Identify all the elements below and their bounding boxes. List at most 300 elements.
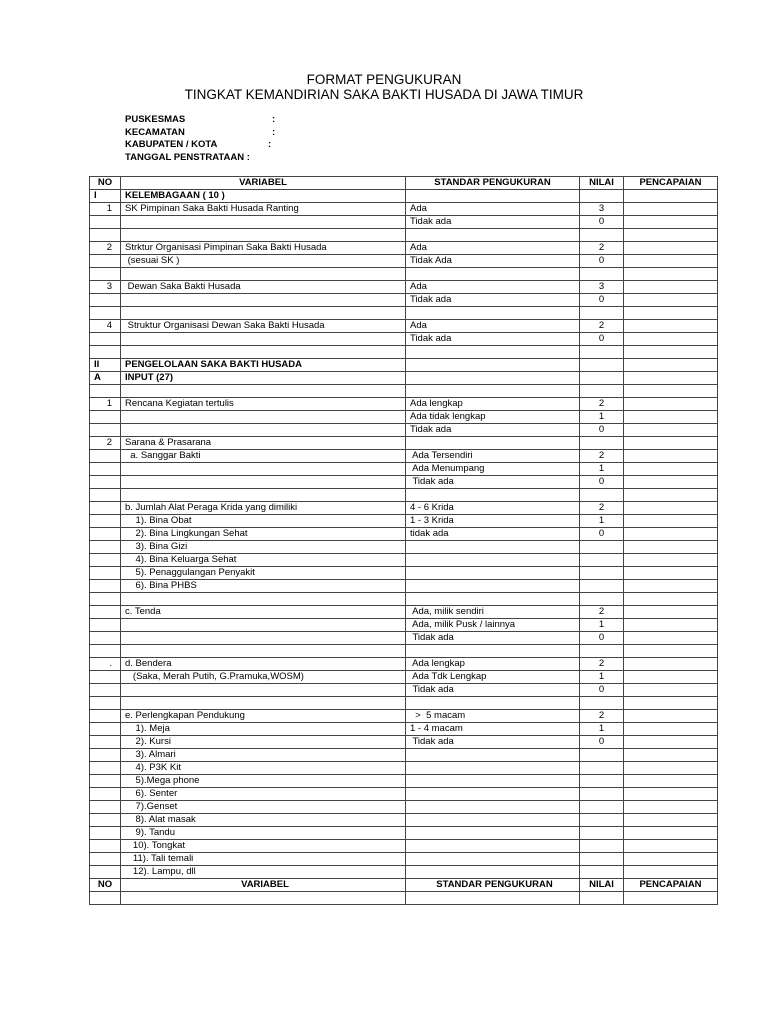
- row-variabel: b. Jumlah Alat Peraga Krida yang dimiliki: [121, 502, 406, 515]
- row-no: [90, 814, 121, 827]
- row-nilai: [580, 853, 624, 866]
- row-no: [90, 307, 121, 320]
- row-nilai: [580, 346, 624, 359]
- row-no: 2: [90, 437, 121, 450]
- row-standar: Tidak ada: [406, 632, 580, 645]
- row-standar: [406, 645, 580, 658]
- table-row: [90, 450, 718, 463]
- row-variabel: [121, 307, 406, 320]
- row-nilai: [580, 554, 624, 567]
- row-pencapaian: [624, 229, 718, 242]
- row-no: [90, 632, 121, 645]
- row-no: 1: [90, 398, 121, 411]
- table-row: [90, 281, 718, 294]
- row-no: [90, 697, 121, 710]
- row-no: [90, 645, 121, 658]
- row-nilai: 1: [580, 463, 624, 476]
- table-row: [90, 424, 718, 437]
- info-block: [125, 114, 276, 164]
- row-standar: Ada Tdk Lengkap: [406, 671, 580, 684]
- table-row: [90, 814, 718, 827]
- row-no: [90, 710, 121, 723]
- row-nilai: 2: [580, 242, 624, 255]
- row-nilai: 3: [580, 281, 624, 294]
- row-nilai: 0: [580, 255, 624, 268]
- row-no: [90, 762, 121, 775]
- row-nilai: [580, 827, 624, 840]
- row-pencapaian: [624, 333, 718, 346]
- row-variabel: [121, 385, 406, 398]
- row-nilai: 2: [580, 502, 624, 515]
- row-standar: [406, 307, 580, 320]
- table-row: [90, 268, 718, 281]
- table-row: [90, 502, 718, 515]
- row-variabel: [121, 411, 406, 424]
- row-pencapaian: [624, 320, 718, 333]
- info-colon: :: [272, 126, 276, 138]
- header-no: NO: [90, 177, 121, 190]
- row-pencapaian: PENCAPAIAN: [624, 879, 718, 892]
- table-row: [90, 801, 718, 814]
- row-standar: [406, 554, 580, 567]
- row-variabel: 3). Almari: [121, 749, 406, 762]
- section-row: [90, 359, 718, 372]
- row-variabel: [121, 229, 406, 242]
- row-standar: [406, 788, 580, 801]
- table-row: [90, 229, 718, 242]
- row-no: [90, 866, 121, 879]
- row-pencapaian: [624, 567, 718, 580]
- table-row: [90, 723, 718, 736]
- row-standar: [406, 801, 580, 814]
- row-nilai: 0: [580, 528, 624, 541]
- row-variabel: [121, 697, 406, 710]
- row-standar: 1 - 4 macam: [406, 723, 580, 736]
- row-no: [90, 385, 121, 398]
- row-nilai: 2: [580, 606, 624, 619]
- row-nilai: 0: [580, 333, 624, 346]
- row-no: I: [90, 190, 121, 203]
- row-nilai: 2: [580, 398, 624, 411]
- table-row: [90, 853, 718, 866]
- table-row: [90, 645, 718, 658]
- row-no: [90, 229, 121, 242]
- row-pencapaian: [624, 684, 718, 697]
- row-no: [90, 541, 121, 554]
- row-pencapaian: [624, 788, 718, 801]
- row-nilai: 0: [580, 736, 624, 749]
- row-standar: Ada: [406, 281, 580, 294]
- info-label: TANGGAL PENSTRATAAN: [125, 151, 245, 163]
- row-variabel: 10). Tongkat: [121, 840, 406, 853]
- row-nilai: [580, 372, 624, 385]
- row-standar: Ada: [406, 242, 580, 255]
- table-row: [90, 346, 718, 359]
- row-variabel: [121, 645, 406, 658]
- row-no: [90, 840, 121, 853]
- row-pencapaian: [624, 190, 718, 203]
- header-pencapaian: PENCAPAIAN: [624, 177, 718, 190]
- table-row: [90, 788, 718, 801]
- row-standar: [406, 762, 580, 775]
- table-row: [90, 736, 718, 749]
- header-nilai: NILAI: [580, 177, 624, 190]
- row-no: [90, 476, 121, 489]
- row-no: 3: [90, 281, 121, 294]
- table-row: [90, 710, 718, 723]
- row-standar: Ada tidak lengkap: [406, 411, 580, 424]
- row-no: [90, 736, 121, 749]
- info-label: PUSKESMAS: [125, 114, 186, 125]
- table-row: [90, 255, 718, 268]
- row-pencapaian: [624, 476, 718, 489]
- row-nilai: [580, 437, 624, 450]
- row-standar: [406, 892, 580, 905]
- row-pencapaian: [624, 658, 718, 671]
- table-row: [90, 385, 718, 398]
- row-pencapaian: [624, 385, 718, 398]
- row-pencapaian: [624, 411, 718, 424]
- row-variabel: [121, 489, 406, 502]
- row-pencapaian: [624, 580, 718, 593]
- table-row: [90, 307, 718, 320]
- table-row: [90, 892, 718, 905]
- row-no: [90, 528, 121, 541]
- row-nilai: [580, 307, 624, 320]
- row-variabel: d. Bendera: [121, 658, 406, 671]
- row-variabel: Rencana Kegiatan tertulis: [121, 398, 406, 411]
- row-standar: [406, 489, 580, 502]
- table-row: [90, 840, 718, 853]
- table-row: [90, 398, 718, 411]
- row-standar: Ada, milik Pusk / lainnya: [406, 619, 580, 632]
- row-pencapaian: [624, 827, 718, 840]
- row-standar: [406, 827, 580, 840]
- row-no: [90, 567, 121, 580]
- row-variabel: Dewan Saka Bakti Husada: [121, 281, 406, 294]
- row-pencapaian: [624, 541, 718, 554]
- row-pencapaian: [624, 216, 718, 229]
- row-standar: [406, 749, 580, 762]
- row-nilai: 0: [580, 294, 624, 307]
- table-row: [90, 489, 718, 502]
- row-standar: > 5 macam: [406, 710, 580, 723]
- row-no: [90, 463, 121, 476]
- row-variabel: [121, 684, 406, 697]
- row-no: [90, 827, 121, 840]
- row-no: 1: [90, 203, 121, 216]
- table-row: [90, 697, 718, 710]
- row-no: II: [90, 359, 121, 372]
- row-no: [90, 801, 121, 814]
- row-pencapaian: [624, 203, 718, 216]
- row-nilai: [580, 801, 624, 814]
- info-colon: :: [272, 114, 276, 125]
- row-standar: 4 - 6 Krida: [406, 502, 580, 515]
- row-no: [90, 892, 121, 905]
- row-pencapaian: [624, 697, 718, 710]
- row-pencapaian: [624, 645, 718, 658]
- row-nilai: 0: [580, 684, 624, 697]
- document-title: FORMAT PENGUKURAN: [306, 72, 462, 87]
- row-standar: [406, 268, 580, 281]
- row-standar: Ada lengkap: [406, 398, 580, 411]
- row-pencapaian: [624, 372, 718, 385]
- row-standar: 1 - 3 Krida: [406, 515, 580, 528]
- row-variabel: [121, 892, 406, 905]
- row-pencapaian: [624, 398, 718, 411]
- row-no: [90, 775, 121, 788]
- row-pencapaian: [624, 463, 718, 476]
- row-variabel: [121, 476, 406, 489]
- row-standar: [406, 229, 580, 242]
- info-row-tanggal: [125, 152, 250, 165]
- row-variabel: [121, 632, 406, 645]
- row-standar: tidak ada: [406, 528, 580, 541]
- row-no: [90, 294, 121, 307]
- info-row-kecamatan: [125, 126, 276, 140]
- row-no: [90, 216, 121, 229]
- row-variabel: e. Perlengkapan Pendukung: [121, 710, 406, 723]
- row-variabel: 2). Bina Lingkungan Sehat: [121, 528, 406, 541]
- row-nilai: [580, 541, 624, 554]
- header-standar: STANDAR PENGUKURAN: [406, 177, 580, 190]
- row-no: [90, 411, 121, 424]
- row-pencapaian: [624, 736, 718, 749]
- row-variabel: [121, 424, 406, 437]
- row-variabel: 6). Senter: [121, 788, 406, 801]
- header-variabel: VARIABEL: [121, 177, 406, 190]
- row-variabel: PENGELOLAAN SAKA BAKTI HUSADA: [121, 359, 406, 372]
- row-variabel: Struktur Organisasi Dewan Saka Bakti Husada: [121, 320, 406, 333]
- row-nilai: 2: [580, 710, 624, 723]
- row-variabel: 8). Alat masak: [121, 814, 406, 827]
- table-header-row-repeat: [90, 879, 718, 892]
- row-no: [90, 723, 121, 736]
- row-no: [90, 489, 121, 502]
- table-row: [90, 671, 718, 684]
- row-pencapaian: [624, 437, 718, 450]
- row-pencapaian: [624, 515, 718, 528]
- row-no: [90, 424, 121, 437]
- table-row: [90, 632, 718, 645]
- row-pencapaian: [624, 606, 718, 619]
- row-pencapaian: [624, 892, 718, 905]
- row-pencapaian: [624, 853, 718, 866]
- table-row: [90, 775, 718, 788]
- row-variabel: 11). Tali temali: [121, 853, 406, 866]
- row-variabel: [121, 593, 406, 606]
- row-pencapaian: [624, 632, 718, 645]
- row-variabel: 1). Bina Obat: [121, 515, 406, 528]
- row-variabel: 1). Meja: [121, 723, 406, 736]
- row-no: [90, 619, 121, 632]
- row-no: [90, 554, 121, 567]
- row-pencapaian: [624, 502, 718, 515]
- table-row: [90, 606, 718, 619]
- row-pencapaian: [624, 346, 718, 359]
- row-no: [90, 684, 121, 697]
- row-nilai: 0: [580, 476, 624, 489]
- row-nilai: 0: [580, 216, 624, 229]
- row-variabel: VARIABEL: [121, 879, 406, 892]
- table-row: [90, 294, 718, 307]
- row-nilai: 1: [580, 619, 624, 632]
- row-variabel: Strktur Organisasi Pimpinan Saka Bakti Husada: [121, 242, 406, 255]
- table-row: [90, 593, 718, 606]
- row-pencapaian: [624, 619, 718, 632]
- table-row: [90, 749, 718, 762]
- row-variabel: [121, 463, 406, 476]
- table-row: [90, 333, 718, 346]
- row-variabel: KELEMBAGAAN ( 10 ): [121, 190, 406, 203]
- row-pencapaian: [624, 489, 718, 502]
- table-body: [90, 177, 718, 905]
- row-no: [90, 788, 121, 801]
- row-standar: Tidak ada: [406, 333, 580, 346]
- row-pencapaian: [624, 866, 718, 879]
- row-variabel: 4). P3K Kit: [121, 762, 406, 775]
- row-pencapaian: [624, 424, 718, 437]
- row-variabel: 2). Kursi: [121, 736, 406, 749]
- row-variabel: SK Pimpinan Saka Bakti Husada Ranting: [121, 203, 406, 216]
- row-standar: Tidak ada: [406, 424, 580, 437]
- row-nilai: [580, 268, 624, 281]
- row-nilai: [580, 775, 624, 788]
- table-row: [90, 437, 718, 450]
- row-variabel: 5).Mega phone: [121, 775, 406, 788]
- row-pencapaian: [624, 710, 718, 723]
- row-standar: [406, 593, 580, 606]
- section-row: [90, 190, 718, 203]
- row-no: NO: [90, 879, 121, 892]
- row-pencapaian: [624, 801, 718, 814]
- row-pencapaian: [624, 294, 718, 307]
- row-pencapaian: [624, 814, 718, 827]
- row-standar: Tidak ada: [406, 736, 580, 749]
- row-standar: [406, 190, 580, 203]
- row-standar: [406, 372, 580, 385]
- row-nilai: [580, 190, 624, 203]
- row-nilai: 1: [580, 411, 624, 424]
- row-nilai: 0: [580, 632, 624, 645]
- row-nilai: [580, 593, 624, 606]
- table-row: [90, 827, 718, 840]
- row-no: 4: [90, 320, 121, 333]
- row-variabel: (Saka, Merah Putih, G.Pramuka,WOSM): [121, 671, 406, 684]
- row-nilai: 1: [580, 723, 624, 736]
- document-subtitle: TINGKAT KEMANDIRIAN SAKA BAKTI HUSADA DI JAWA TIMUR: [184, 87, 584, 102]
- row-standar: Tidak ada: [406, 216, 580, 229]
- row-no: [90, 593, 121, 606]
- row-nilai: 1: [580, 671, 624, 684]
- info-row-puskesmas: [125, 114, 276, 127]
- row-nilai: [580, 697, 624, 710]
- table-row: [90, 567, 718, 580]
- row-standar: Tidak ada: [406, 684, 580, 697]
- row-standar: [406, 346, 580, 359]
- row-variabel: 6). Bina PHBS: [121, 580, 406, 593]
- row-standar: [406, 853, 580, 866]
- row-pencapaian: [624, 268, 718, 281]
- row-variabel: Sarana & Prasarana: [121, 437, 406, 450]
- row-nilai: [580, 749, 624, 762]
- table-row: [90, 684, 718, 697]
- table-row: [90, 762, 718, 775]
- row-nilai: [580, 892, 624, 905]
- row-nilai: NILAI: [580, 879, 624, 892]
- info-colon: :: [246, 151, 250, 163]
- row-standar: Ada: [406, 320, 580, 333]
- row-pencapaian: [624, 450, 718, 463]
- row-pencapaian: [624, 723, 718, 736]
- row-standar: [406, 775, 580, 788]
- row-no: [90, 268, 121, 281]
- table-row: [90, 476, 718, 489]
- row-no: [90, 853, 121, 866]
- row-no: [90, 606, 121, 619]
- measurement-table: [89, 176, 718, 905]
- row-variabel: 4). Bina Keluarga Sehat: [121, 554, 406, 567]
- row-nilai: [580, 788, 624, 801]
- table-row: [90, 619, 718, 632]
- row-no: [90, 749, 121, 762]
- table-row: [90, 515, 718, 528]
- row-pencapaian: [624, 775, 718, 788]
- row-standar: [406, 866, 580, 879]
- row-no: [90, 255, 121, 268]
- row-nilai: 0: [580, 424, 624, 437]
- row-no: [90, 580, 121, 593]
- row-standar: Tidak Ada: [406, 255, 580, 268]
- row-pencapaian: [624, 671, 718, 684]
- row-standar: Tidak ada: [406, 476, 580, 489]
- row-variabel: 12). Lampu, dll: [121, 866, 406, 879]
- row-no: [90, 346, 121, 359]
- row-nilai: [580, 385, 624, 398]
- row-standar: [406, 437, 580, 450]
- row-variabel: INPUT (27): [121, 372, 406, 385]
- row-no: A: [90, 372, 121, 385]
- row-standar: [406, 359, 580, 372]
- row-nilai: 1: [580, 515, 624, 528]
- row-no: [90, 450, 121, 463]
- table-row: [90, 580, 718, 593]
- table-row: [90, 242, 718, 255]
- row-nilai: [580, 840, 624, 853]
- table-row: [90, 463, 718, 476]
- row-nilai: [580, 489, 624, 502]
- row-pencapaian: [624, 528, 718, 541]
- row-variabel: a. Sanggar Bakti: [121, 450, 406, 463]
- table-header-row: [90, 177, 718, 190]
- row-standar: STANDAR PENGUKURAN: [406, 879, 580, 892]
- row-standar: [406, 840, 580, 853]
- table-row: [90, 216, 718, 229]
- row-standar: [406, 567, 580, 580]
- table-row: [90, 658, 718, 671]
- info-label: KABUPATEN / KOTA: [125, 139, 218, 150]
- row-no: .: [90, 658, 121, 671]
- row-variabel: [121, 268, 406, 281]
- row-no: [90, 515, 121, 528]
- row-standar: [406, 697, 580, 710]
- row-nilai: [580, 814, 624, 827]
- row-standar: [406, 580, 580, 593]
- row-nilai: 3: [580, 203, 624, 216]
- row-pencapaian: [624, 242, 718, 255]
- row-no: [90, 502, 121, 515]
